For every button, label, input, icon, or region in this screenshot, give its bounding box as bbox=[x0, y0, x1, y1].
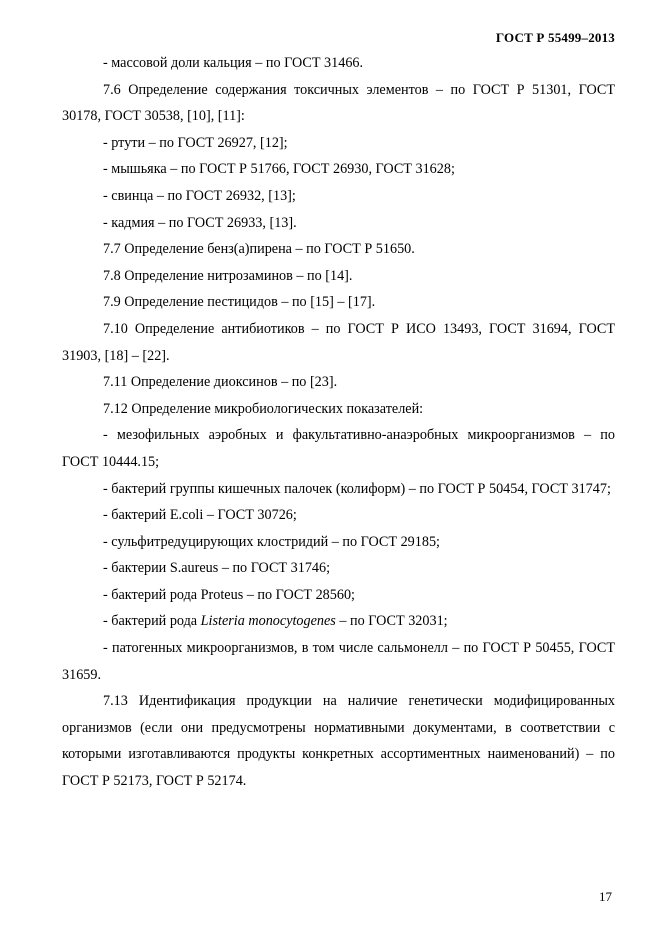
cadmium-item: - кадмия – по ГОСТ 26933, [13]. bbox=[103, 214, 297, 231]
page-number: 17 bbox=[599, 889, 612, 904]
proteus-item: - бактерий рода Proteus – по ГОСТ 28560; bbox=[103, 586, 355, 603]
ecoli-item: - бактерий E.coli – ГОСТ 30726; bbox=[103, 507, 297, 524]
document-header: ГОСТ Р 55499–2013 bbox=[495, 30, 615, 45]
listeria-species: Listeria monocytogenes bbox=[200, 613, 336, 630]
calcium-item: - массовой доли кальция – по ГОСТ 31466. bbox=[103, 55, 364, 71]
pathogens-item: - патогенных микроорганизмов, в том числе сальмонелл – по ГОСТ Р 50455, ГОСТ 31659. bbox=[62, 640, 615, 683]
section-7-11: 7.11 Определение диоксинов – по [23]. bbox=[103, 374, 338, 391]
listeria-item bbox=[62, 608, 615, 635]
saureus-item: - бактерии S.aureus – по ГОСТ 31746; bbox=[103, 560, 331, 577]
listeria-suffix: – по ГОСТ 32031; bbox=[335, 613, 448, 630]
section-7-9: 7.9 Определение пестицидов – по [15] – [17]. bbox=[103, 294, 376, 311]
lead-item: - свинца – по ГОСТ 26932, [13]; bbox=[103, 187, 296, 204]
clostridia-item: - сульфитредуцирующих клостридий – по ГОСТ 29185; bbox=[103, 533, 440, 550]
section-7-7: 7.7 Определение бенз(а)пирена – по ГОСТ Р 51650. bbox=[103, 241, 415, 258]
mesophilic-item: - мезофильных аэробных и факультативно-анаэробных микроорганизмов – по ГОСТ 10444.15; bbox=[62, 427, 615, 470]
document-body bbox=[62, 50, 615, 795]
section-7-12: 7.12 Определение микробиологических показателей: bbox=[103, 400, 424, 417]
section-7-6: 7.6 Определение содержания токсичных элементов – по ГОСТ Р 51301, ГОСТ 30178, ГОСТ 30538, [10], [11]: bbox=[62, 81, 615, 125]
coliform-item: - бактерий группы кишечных палочек (колиформ) – по ГОСТ Р 50454, ГОСТ 31747; bbox=[103, 480, 611, 497]
section-7-13: 7.13 Идентификация продукции на наличие генетически модифицированных организмов (если они предусмотрены нормативными документами, в соответствии с которыми изготавливаются продукты конкретных ассортиментных наименований) – по ГОСТ Р 52173, ГОСТ Р 52174. bbox=[62, 693, 615, 790]
mercury-item: - ртути – по ГОСТ 26927, [12]; bbox=[103, 134, 288, 151]
section-7-8: 7.8 Определение нитрозаминов – по [14]. bbox=[103, 267, 353, 284]
arsenic-item: - мышьяка – по ГОСТ Р 51766, ГОСТ 26930, ГОСТ 31628; bbox=[103, 161, 455, 178]
section-7-10: 7.10 Определение антибиотиков – по ГОСТ Р ИСО 13493, ГОСТ 31694, ГОСТ 31903, [18] – [22]. bbox=[62, 320, 615, 364]
listeria-prefix: - бактерий рода bbox=[103, 613, 201, 630]
